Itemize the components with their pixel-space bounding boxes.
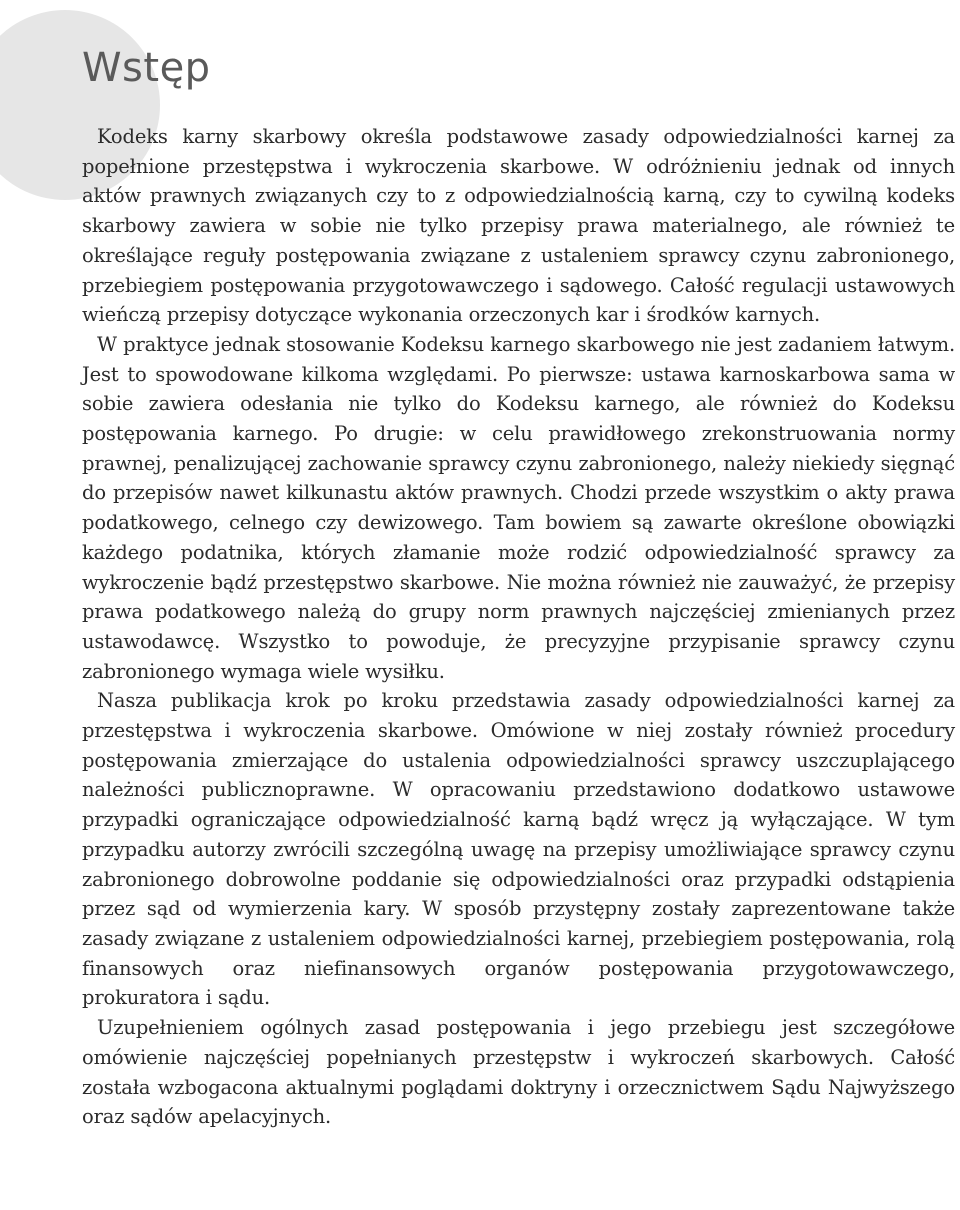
paragraph-4: Uzupełnieniem ogólnych zasad postępowania i jego przebiegu jest szczegółowe omówienie najczęściej popełnianych przestępstw i wykroczeń skarbowych. Całość została wzbogacona aktualnymi poglądami doktryny i orzecznictwem Sądu Najwyższego oraz sądów apelacyjnych. xyxy=(82,1016,955,1129)
body-text xyxy=(82,122,955,1132)
page-title: Wstęp xyxy=(82,45,211,91)
paragraph-2: W praktyce jednak stosowanie Kodeksu karnego skarbowego nie jest zadaniem łatwym. Jest to spowodowane kilkoma względami. Po pierwsze: ustawa karnoskarbowa sama w sobie zawiera odesłania nie tylko do Kodeksu karnego, ale również do Kodeksu postępowania karnego. Po drugie: w celu prawidłowego zrekonstruowania normy prawnej, penalizującej zachowanie sprawcy czynu zabronionego, należy niekiedy sięgnąć do przepisów nawet kilkunastu aktów prawnych. Chodzi przede wszystkim o akty prawa podatkowego, celnego czy dewizowego. Tam bowiem są zawarte określone obowiązki każdego podatnika, których złamanie może rodzić odpowiedzialność sprawcy za wykroczenie bądź przestępstwo skarbowe. Nie można również nie zauważyć, że przepisy prawa podatkowego należą do grupy norm prawnych najczęściej zmienianych przez ustawodawcę. Wszystko to powoduje, że precyzyjne przypisanie sprawcy czynu zabronionego wymaga wiele wysiłku. xyxy=(82,332,955,683)
paragraph-1: Kodeks karny skarbowy określa podstawowe zasady odpowiedzialności karnej za popełnione przestępstwa i wykroczenia skarbowe. W odróżnieniu jednak od innych aktów prawnych związanych czy to z odpowiedzialnością karną, czy to cywilną kodeks skarbowy zawiera w sobie nie tylko przepisy prawa materialnego, ale również te określające reguły postępowania związane z ustaleniem sprawcy czynu zabronionego, przebiegiem postępowania przygotowawczego i sądowego. Całość regulacji ustawowych wieńczą przepisy dotyczące wykonania orzeczonych kar i środków karnych. xyxy=(82,125,955,327)
paragraph-3: Nasza publikacja krok po kroku przedstawia zasady odpowiedzialności karnej za przestępstwa i wykroczenia skarbowe. Omówione w niej zostały również procedury postępowania zmierzające do ustalenia odpowiedzialności sprawcy uszczuplającego należności publicznoprawne. W opracowaniu przedstawiono dodatkowo ustawowe przypadki ograniczające odpowiedzialność karną bądź wręcz ją wyłączające. W tym przypadku autorzy zwrócili szczególną uwagę na przepisy umożliwiające sprawcy czynu zabronionego dobrowolne poddanie się odpowiedzialności oraz przypadki odstąpienia przez sąd od wymierzenia kary. W sposób przystępny zostały zaprezentowane także zasady związane z ustaleniem odpowiedzialności karnej, przebiegiem postępowania, rolą finansowych oraz niefinansowych organów postępowania przygotowawczego, prokuratora i sądu. xyxy=(82,689,955,1010)
